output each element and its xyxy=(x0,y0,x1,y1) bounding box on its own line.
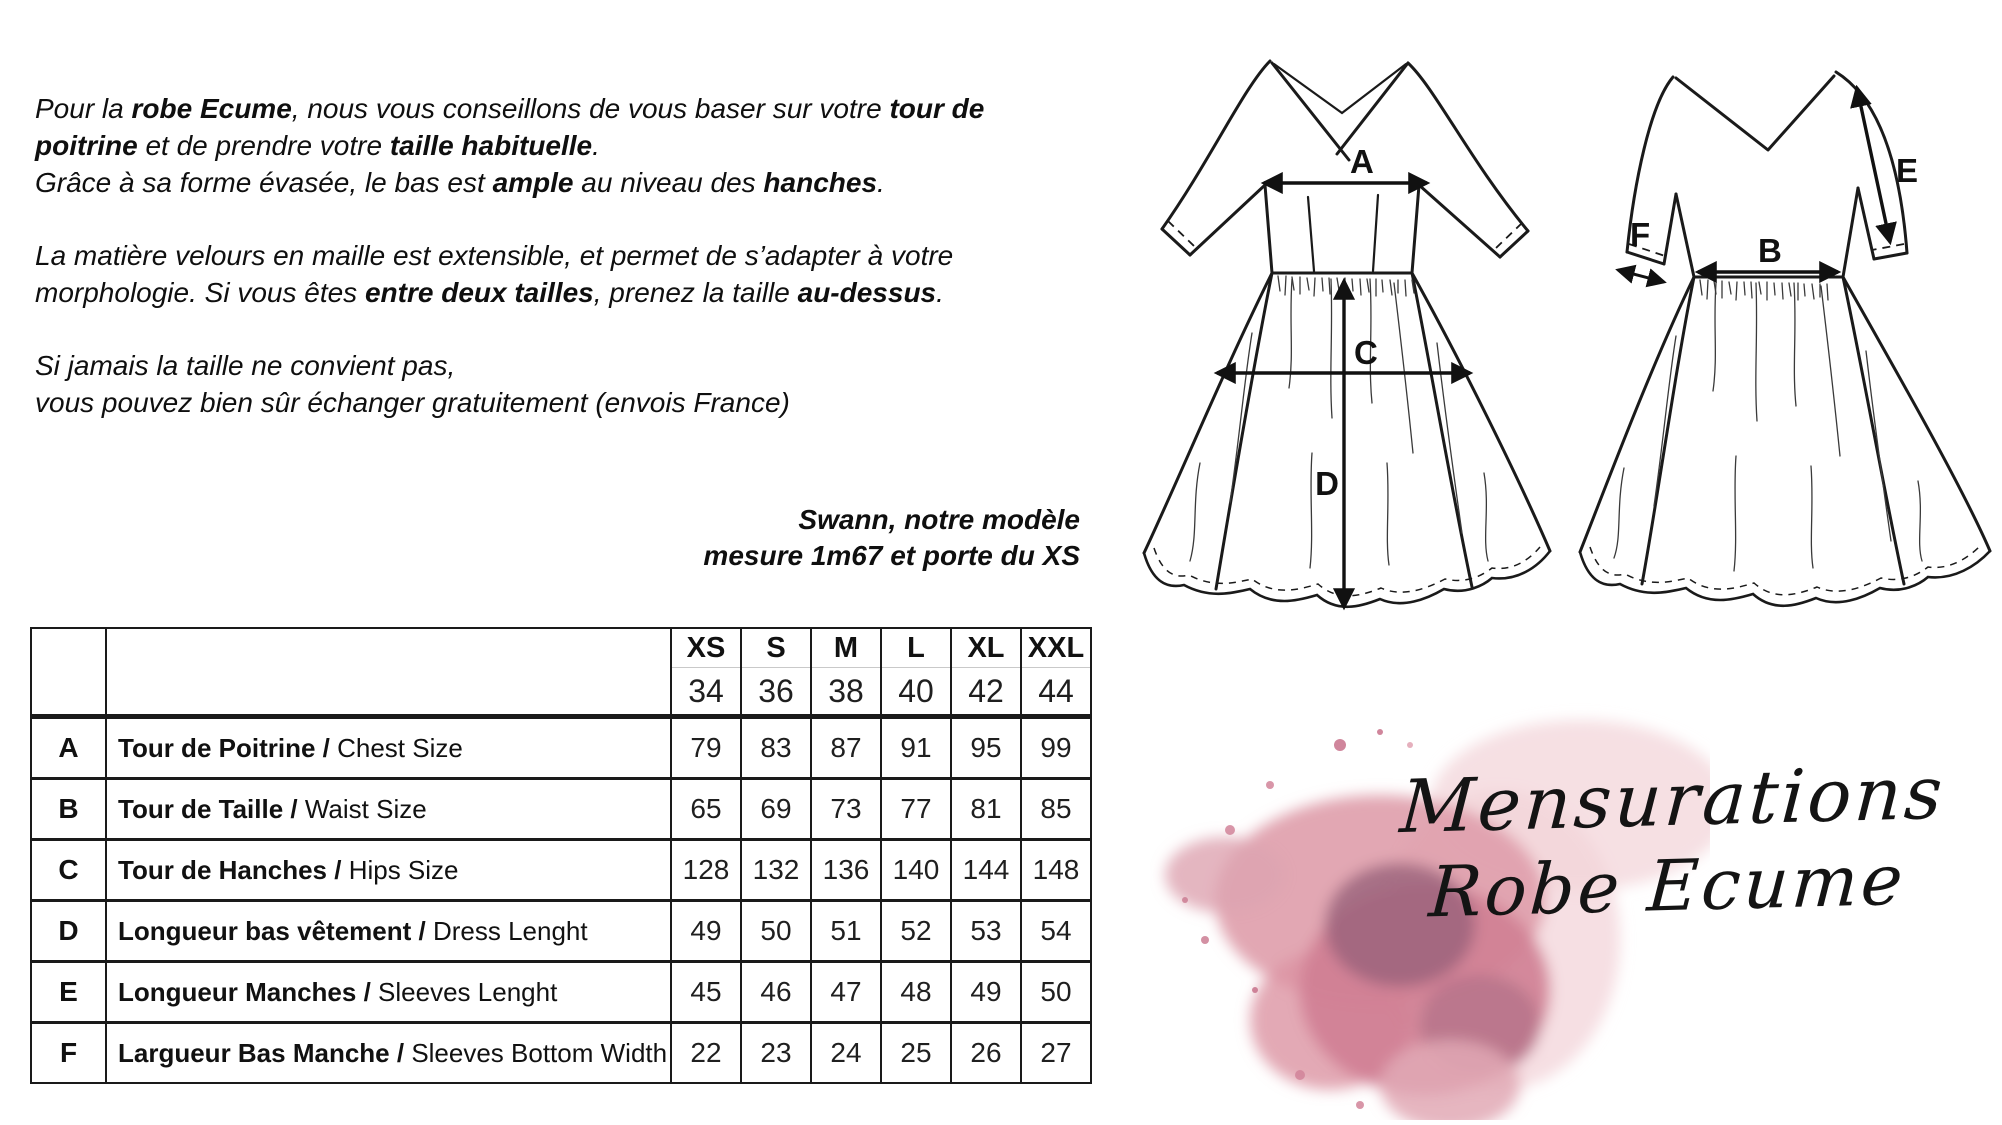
text-segment: vous pouvez bien sûr échanger gratuitement (envois France) xyxy=(35,387,790,418)
measure-arrow-f xyxy=(1618,216,1664,282)
dress-gathers xyxy=(1190,276,1488,568)
cell-value: 95 xyxy=(951,717,1021,779)
row-label xyxy=(106,717,671,779)
row-letter: E xyxy=(31,962,106,1023)
measure-label-e: E xyxy=(1896,152,1919,189)
cell-value: 47 xyxy=(811,962,881,1023)
text-segment: au niveau des xyxy=(573,167,764,198)
size-header: XL xyxy=(951,628,1021,668)
cell-value: 25 xyxy=(881,1023,951,1084)
text-segment: La matière velours en maille est extensible, et permet de s’adapter à votre xyxy=(35,240,954,271)
text-segment: , nous vous conseillons de vous baser sur votre xyxy=(291,93,890,124)
cell-value: 73 xyxy=(811,779,881,840)
cell-value: 85 xyxy=(1021,779,1091,840)
size-header: XS xyxy=(671,628,741,668)
table-row-sleeve-length xyxy=(31,962,1091,1023)
cell-value: 91 xyxy=(881,717,951,779)
back-dress-drawing xyxy=(1566,36,2000,628)
size-header-row xyxy=(31,628,1091,668)
cell-value: 79 xyxy=(671,717,741,779)
size-number: 34 xyxy=(671,668,741,717)
row-label-en: Hips Size xyxy=(348,854,459,885)
cell-value: 50 xyxy=(1021,962,1091,1023)
cell-value: 87 xyxy=(811,717,881,779)
row-label-fr: Largueur Bas Manche / xyxy=(118,1037,405,1068)
text-segment-bold: tour de xyxy=(889,93,985,124)
row-label-fr: Longueur bas vêtement / xyxy=(118,915,426,946)
measure-label-b: B xyxy=(1758,232,1782,269)
cell-value: 132 xyxy=(741,840,811,901)
measure-label-f: F xyxy=(1630,216,1651,253)
size-header: L xyxy=(881,628,951,668)
table-row-hips xyxy=(31,840,1091,901)
cell-value: 23 xyxy=(741,1023,811,1084)
text-segment: , prenez la taille xyxy=(593,277,798,308)
cell-value: 148 xyxy=(1021,840,1091,901)
intro-paragraph-2 xyxy=(35,237,1075,311)
text-segment-bold: entre deux tailles xyxy=(364,277,594,308)
cell-value: 49 xyxy=(951,962,1021,1023)
text-segment-bold: poitrine xyxy=(35,130,138,161)
row-label-fr: Longueur Manches / xyxy=(118,976,371,1007)
row-label xyxy=(106,779,671,840)
text-segment: . xyxy=(936,277,944,308)
row-letter: F xyxy=(31,1023,106,1084)
intro-paragraph-1 xyxy=(35,90,1075,201)
measure-arrow-a xyxy=(1264,143,1427,183)
text-segment: Pour la xyxy=(35,93,132,124)
text-segment: et de prendre votre xyxy=(137,130,390,161)
intro-paragraph-3 xyxy=(35,347,1075,421)
cell-value: 49 xyxy=(671,901,741,962)
cell-value: 22 xyxy=(671,1023,741,1084)
size-number: 40 xyxy=(881,668,951,717)
row-label-fr: Tour de Poitrine / xyxy=(118,732,330,763)
row-label xyxy=(106,840,671,901)
row-label-en: Waist Size xyxy=(304,793,427,824)
measure-label-a: A xyxy=(1350,143,1374,180)
front-dress-drawing xyxy=(1132,33,1564,633)
cell-value: 83 xyxy=(741,717,811,779)
cell-value: 77 xyxy=(881,779,951,840)
cell-value: 27 xyxy=(1021,1023,1091,1084)
model-note-line1: Swann, notre modèle xyxy=(798,504,1080,535)
text-segment-bold: taille habituelle xyxy=(389,130,593,161)
intro-text xyxy=(35,90,1075,457)
dress-gathers xyxy=(1614,280,1922,571)
size-header: S xyxy=(741,628,811,668)
cell-value: 69 xyxy=(741,779,811,840)
row-label xyxy=(106,901,671,962)
size-header: XXL xyxy=(1021,628,1091,668)
dress-outline xyxy=(1580,72,1990,606)
cell-value: 53 xyxy=(951,901,1021,962)
model-note-line2: mesure 1m67 et porte du XS xyxy=(703,540,1080,571)
row-label-en: Dress Lenght xyxy=(432,915,588,946)
cell-value: 136 xyxy=(811,840,881,901)
table-row-waist xyxy=(31,779,1091,840)
row-letter: B xyxy=(31,779,106,840)
cell-value: 26 xyxy=(951,1023,1021,1084)
row-letter: D xyxy=(31,901,106,962)
cell-value: 51 xyxy=(811,901,881,962)
cell-value: 48 xyxy=(881,962,951,1023)
cell-value: 140 xyxy=(881,840,951,901)
table-row-chest xyxy=(31,717,1091,779)
cell-value: 128 xyxy=(671,840,741,901)
text-segment-bold: hanches xyxy=(763,167,878,198)
row-label xyxy=(106,962,671,1023)
cell-value: 65 xyxy=(671,779,741,840)
dress-outline xyxy=(1144,61,1550,607)
row-label xyxy=(106,1023,671,1084)
row-label-fr: Tour de Hanches / xyxy=(118,854,342,885)
cell-value: 99 xyxy=(1021,717,1091,779)
row-label-fr: Tour de Taille / xyxy=(118,793,298,824)
cell-value: 24 xyxy=(811,1023,881,1084)
row-label-en: Sleeves Lenght xyxy=(378,976,558,1007)
row-letter: A xyxy=(31,717,106,779)
model-note xyxy=(560,502,1080,574)
cell-value: 50 xyxy=(741,901,811,962)
table-label-header-cell xyxy=(106,628,671,717)
table-row-sleeve-width xyxy=(31,1023,1091,1084)
cell-value: 144 xyxy=(951,840,1021,901)
cell-value: 52 xyxy=(881,901,951,962)
cell-value: 46 xyxy=(741,962,811,1023)
table-corner-cell xyxy=(31,628,106,717)
measure-arrow-b xyxy=(1698,232,1838,272)
table-row-dress-length xyxy=(31,901,1091,962)
text-segment: . xyxy=(592,130,600,161)
size-number: 42 xyxy=(951,668,1021,717)
size-number: 36 xyxy=(741,668,811,717)
measure-arrow-d xyxy=(1315,281,1344,607)
size-number: 38 xyxy=(811,668,881,717)
size-header: M xyxy=(811,628,881,668)
text-segment-bold: ample xyxy=(492,167,574,198)
cell-value: 54 xyxy=(1021,901,1091,962)
text-segment: Si jamais la taille ne convient pas, xyxy=(35,350,456,381)
row-label-en: Sleeves Bottom Width xyxy=(411,1037,668,1068)
text-segment-bold: robe Ecume xyxy=(131,93,292,124)
stamp-title xyxy=(1325,749,2002,937)
stamp-line1: Mensurations xyxy=(1397,750,1948,851)
row-letter: C xyxy=(31,840,106,901)
measure-label-c: C xyxy=(1354,334,1378,371)
size-number: 44 xyxy=(1021,668,1091,717)
stamp-line2: Robe Ecume xyxy=(1426,838,1909,934)
cell-value: 81 xyxy=(951,779,1021,840)
text-segment: Grâce à sa forme évasée, le bas est xyxy=(35,167,493,198)
size-table xyxy=(30,627,1092,1084)
row-label-en: Chest Size xyxy=(337,732,463,763)
cell-value: 45 xyxy=(671,962,741,1023)
text-segment: . xyxy=(877,167,885,198)
text-segment-bold: au-dessus xyxy=(797,277,937,308)
measure-label-d: D xyxy=(1315,465,1339,502)
text-segment: morphologie. Si vous êtes xyxy=(35,277,365,308)
